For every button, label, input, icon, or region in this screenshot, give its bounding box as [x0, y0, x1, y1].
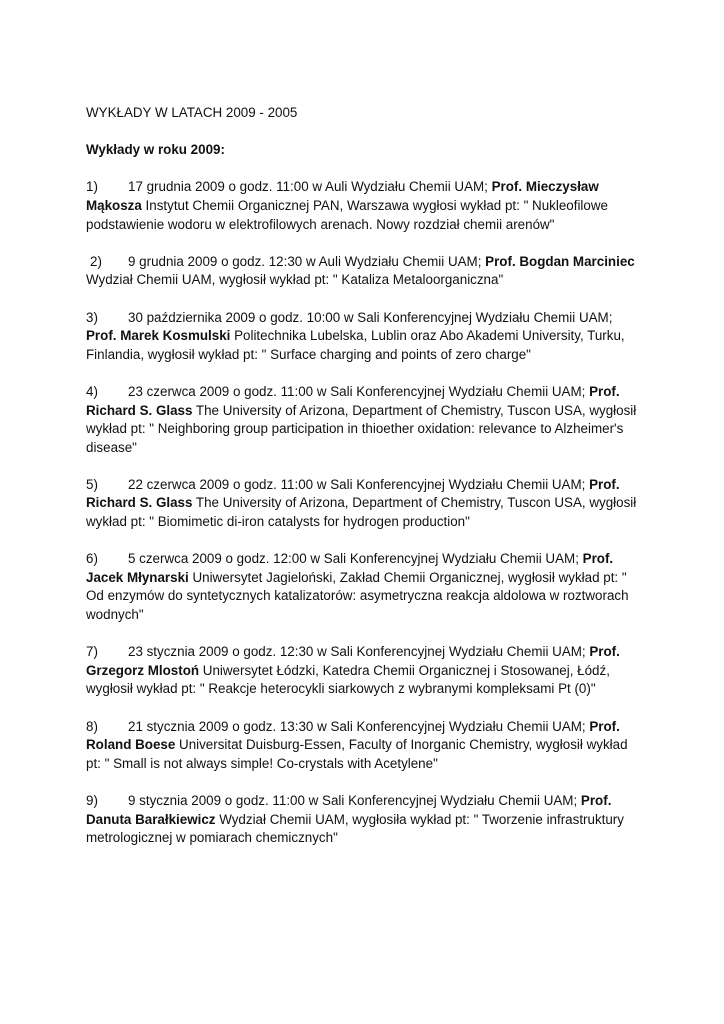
- lecture-details: Wydział Chemii UAM, wygłosiła wykład pt: " Tworzenie infrastruktury metrologicznej w pomiarach chemicznych": [86, 811, 624, 846]
- lecture-entry: [86, 178, 646, 234]
- document-page: [86, 104, 646, 866]
- lecture-entry: [86, 643, 646, 699]
- lecture-number: 7): [86, 644, 98, 660]
- lecture-entry: [86, 383, 646, 457]
- lecture-details: Instytut Chemii Organicznej PAN, Warszawa wygłosi wykład pt: " Nukleofilowe podstawienie wodoru w elektrofilowych arenach. Nowy rozdział chemii arenów": [86, 197, 608, 232]
- lecture-speaker: Prof. Mieczysław Mąkosza: [86, 179, 599, 213]
- lecture-number: 4): [86, 383, 98, 399]
- lecture-intro: 23 czerwca 2009 o godz. 11:00 w Sali Konferencyjnej Wydziału Chemii UAM;: [128, 383, 590, 399]
- lecture-speaker: Prof. Grzegorz Mlostoń: [86, 644, 620, 678]
- lecture-entry: [86, 792, 646, 848]
- lecture-details: The University of Arizona, Department of Chemistry, Tuscon USA, wygłosił wykład pt: " Neighboring group participation in thioether oxidation: relevance to Alzheimer's disease": [86, 402, 637, 455]
- lecture-speaker: Prof. Jacek Młynarski: [86, 551, 614, 585]
- lecture-details: Uniwersytet Łódzki, Katedra Chemii Organicznej i Stosowanej, Łódź, wygłosił wykład pt: " Reakcje heterocykli siarkowych z wybranymi kompleksami Pt (0)": [86, 662, 610, 697]
- lecture-intro: 5 czerwca 2009 o godz. 12:00 w Sali Konferencyjnej Wydziału Chemii UAM;: [128, 551, 583, 567]
- lecture-details: The University of Arizona, Department of Chemistry, Tuscon USA, wygłosił wykład pt: " Biomimetic di-iron catalysts for hydrogen production": [86, 495, 637, 530]
- lecture-number: 6): [86, 551, 98, 567]
- lecture-entry: [86, 253, 646, 290]
- lecture-intro: 9 stycznia 2009 o godz. 11:00 w Sali Konferencyjnej Wydziału Chemii UAM;: [128, 792, 581, 808]
- lecture-speaker: Prof. Marek Kosmulski: [86, 328, 231, 344]
- lecture-intro: 21 stycznia 2009 o godz. 13:30 w Sali Konferencyjnej Wydziału Chemii UAM;: [128, 718, 590, 734]
- lecture-speaker: Prof. Danuta Barałkiewicz: [86, 792, 612, 827]
- lecture-details: Uniwersytet Jagieloński, Zakład Chemii Organicznej, wygłosił wykład pt: " Od enzymów do syntetycznych katalizatorów: asymetryczna reakcja aldolowa w roztworach wodnych": [86, 569, 629, 623]
- lecture-speaker: Prof. Roland Boese: [86, 718, 620, 753]
- lecture-entry: [86, 309, 646, 365]
- lecture-speaker: Prof. Richard S. Glass: [86, 476, 620, 511]
- lecture-speaker: Prof. Richard S. Glass: [86, 383, 620, 418]
- lecture-entry: [86, 476, 646, 532]
- lecture-number: 3): [86, 309, 98, 325]
- lecture-intro: 9 grudnia 2009 o godz. 12:30 w Auli Wydziału Chemii UAM;: [128, 253, 486, 269]
- document-title: WYKŁADY W LATACH 2009 - 2005: [86, 105, 298, 120]
- lecture-intro: 30 października 2009 o godz. 10:00 w Sali Konferencyjnej Wydziału Chemii UAM;: [128, 309, 613, 325]
- lecture-intro: 23 stycznia 2009 o godz. 12:30 w Sali Konferencyjnej Wydziału Chemii UAM;: [128, 644, 590, 660]
- year-heading: Wykłady w roku 2009:: [86, 142, 225, 158]
- lecture-intro: 22 czerwca 2009 o godz. 11:00 w Sali Konferencyjnej Wydziału Chemii UAM;: [128, 476, 590, 492]
- lecture-entry: [86, 550, 646, 624]
- lecture-details: Politechnika Lubelska, Lublin oraz Abo Akademi University, Turku, Finlandia, wygłosił wykład pt: " Surface charging and points of zero charge": [86, 328, 625, 362]
- lecture-details: Universitat Duisburg-Essen, Faculty of Inorganic Chemistry, wygłosił wykład pt: " Small is not always simple! Co-crystals with Acetylene": [86, 737, 628, 771]
- lecture-number: 5): [86, 476, 98, 492]
- lecture-entry: [86, 718, 646, 774]
- lecture-number: 9): [86, 792, 98, 808]
- lecture-intro: 17 grudnia 2009 o godz. 11:00 w Auli Wydziału Chemii UAM;: [128, 179, 492, 195]
- lecture-number: 1): [86, 179, 98, 195]
- lecture-number: 2): [90, 253, 102, 269]
- lecture-speaker: Prof. Bogdan Marciniec: [485, 253, 635, 269]
- lecture-number: 8): [86, 718, 98, 734]
- lecture-details: Wydział Chemii UAM, wygłosił wykład pt: " Kataliza Metaloorganiczna": [86, 272, 504, 288]
